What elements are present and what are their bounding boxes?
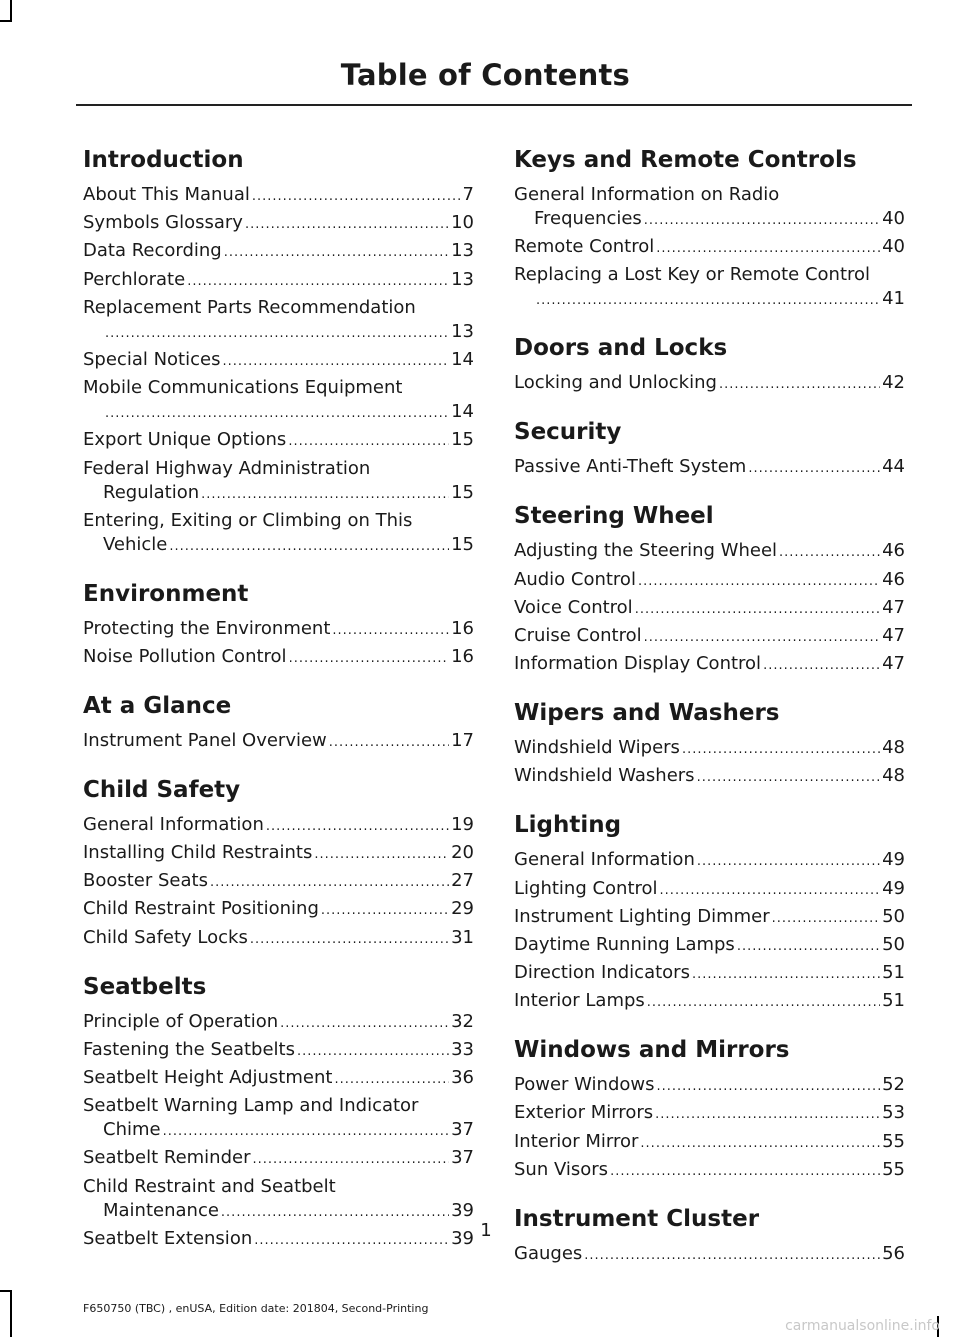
toc-entry[interactable] — [514, 1073, 905, 1099]
page-number: 1 — [480, 1220, 492, 1241]
dot-leader — [201, 483, 449, 507]
entry-title: Windshield Washers — [514, 765, 695, 787]
section-title: Introduction — [83, 147, 244, 173]
entry-title: General Information on Radio — [514, 184, 780, 205]
toc-entry[interactable] — [83, 1010, 474, 1036]
toc-section — [514, 145, 905, 313]
dot-leader — [329, 731, 449, 755]
toc-entry[interactable] — [83, 509, 474, 559]
toc-entry[interactable] — [514, 371, 905, 397]
dot-leader — [719, 373, 880, 397]
entry-page-number: 44 — [882, 456, 905, 478]
entry-page-number: 19 — [451, 813, 474, 835]
dot-leader — [644, 626, 880, 650]
dot-leader — [105, 402, 449, 426]
entry-title: Symbols Glossary — [83, 212, 243, 234]
header-rule — [76, 104, 912, 106]
section-title: Lighting — [514, 812, 622, 839]
section-title: Child Safety — [83, 776, 241, 803]
section-title: Wipers and Washers — [514, 700, 780, 727]
toc-entry[interactable] — [83, 1066, 474, 1092]
entry-title: Remote Control — [514, 236, 655, 258]
dot-leader — [210, 871, 449, 895]
entry-title: Seatbelt Warning Lamp and Indicator — [83, 1095, 419, 1117]
entry-title: Noise Pollution Control — [83, 645, 287, 667]
entry-page-number: 56 — [882, 1242, 905, 1264]
entry-title: Regulation — [103, 481, 200, 503]
toc-entry[interactable] — [514, 624, 905, 650]
entry-title: Direction Indicators — [514, 962, 690, 984]
entry-page-number: 50 — [882, 933, 905, 955]
toc-entry[interactable] — [514, 652, 905, 678]
entry-title: Special Notices — [83, 348, 221, 370]
entry-title: Principle of Operation — [83, 1010, 279, 1032]
section-title: At a Glance — [83, 692, 232, 719]
entry-title: Passive Anti-Theft System — [514, 456, 747, 478]
dot-leader — [224, 241, 449, 265]
dot-leader — [657, 1075, 881, 1099]
section-title: Instrument Cluster — [514, 1205, 760, 1232]
entry-page-number: 32 — [451, 1010, 474, 1032]
entry-page-number: 33 — [451, 1038, 474, 1060]
toc-section — [83, 775, 474, 952]
toc-entry[interactable] — [83, 729, 474, 755]
dot-leader — [297, 1040, 449, 1064]
entry-page-number: 40 — [882, 208, 905, 229]
watermark: carmanualsonline.info — [785, 1318, 940, 1334]
entry-title: Daytime Running Lamps — [514, 933, 735, 955]
entry-title: General Information — [514, 849, 695, 871]
entry-page-number: 15 — [451, 481, 474, 503]
dot-leader — [245, 213, 449, 237]
dot-leader — [610, 1160, 880, 1184]
toc-entry[interactable] — [514, 568, 905, 594]
toc-section — [514, 698, 905, 790]
entry-title: Seatbelt Extension — [83, 1227, 253, 1249]
toc-entry[interactable] — [514, 877, 905, 903]
entry-title: Locking and Unlocking — [514, 372, 717, 394]
section-title: Security — [514, 419, 622, 446]
toc-entry[interactable] — [514, 263, 905, 313]
toc-section — [514, 1035, 905, 1184]
entry-title: Child Restraint Positioning — [83, 898, 319, 920]
toc-entry[interactable] — [514, 596, 905, 622]
entry-page-number: 14 — [451, 348, 474, 370]
crop-mark — [10, 0, 12, 20]
dot-leader — [288, 430, 449, 454]
entry-title: Federal Highway Administration — [83, 457, 371, 479]
dot-leader — [332, 619, 449, 643]
dot-leader — [169, 535, 449, 559]
dot-leader — [692, 963, 880, 987]
entry-title: Maintenance — [103, 1199, 219, 1221]
entry-page-number: 29 — [451, 898, 474, 920]
toc-entry[interactable] — [83, 376, 474, 426]
toc-right-column — [514, 145, 905, 1288]
entry-title: Instrument Lighting Dimmer — [514, 905, 770, 927]
toc-entry[interactable] — [514, 961, 905, 987]
entry-page-number: 42 — [882, 372, 905, 394]
dot-leader — [334, 1068, 449, 1092]
entry-title: Voice Control — [514, 596, 633, 618]
entry-title: Replacement Parts Recommendation — [83, 296, 416, 318]
toc-entry[interactable] — [83, 841, 474, 867]
entry-page-number: 46 — [882, 540, 905, 562]
entry-title: Replacing a Lost Key or Remote Control — [514, 264, 871, 286]
entry-page-number: 47 — [882, 624, 905, 646]
entry-page-number: 17 — [451, 729, 474, 751]
dot-leader — [635, 598, 880, 622]
dot-leader — [697, 766, 881, 790]
dot-leader — [647, 991, 880, 1015]
entry-page-number: 41 — [882, 288, 905, 310]
entry-title: Exterior Mirrors — [514, 1102, 654, 1124]
entry-title: Sun Visors — [514, 1158, 609, 1180]
entry-title: Interior Lamps — [514, 990, 645, 1012]
section-title: Keys and Remote Controls — [514, 147, 857, 173]
toc-entry[interactable] — [514, 1158, 905, 1184]
toc-entry[interactable] — [514, 933, 905, 959]
entry-title: Chime — [103, 1119, 161, 1141]
toc-entry[interactable] — [83, 1094, 474, 1144]
entry-title: Protecting the Environment — [83, 617, 331, 639]
document-footer: F650750 (TBC) , enUSA, Edition date: 201804, Second-Printing — [83, 1302, 429, 1315]
toc-entry[interactable] — [514, 539, 905, 565]
entry-page-number: 52 — [882, 1074, 905, 1096]
entry-page-number: 47 — [882, 596, 905, 618]
entry-title: Vehicle — [103, 533, 168, 555]
toc-section — [514, 417, 905, 481]
entry-page-number: 36 — [451, 1067, 474, 1088]
dot-leader — [682, 738, 880, 762]
toc-entry[interactable] — [514, 183, 905, 233]
crop-mark — [0, 20, 12, 22]
dot-leader — [779, 541, 880, 565]
entry-title: Perchlorate — [83, 268, 186, 290]
toc-entry[interactable] — [514, 235, 905, 261]
entry-title: Instrument Panel Overview — [83, 729, 327, 751]
entry-title: Audio Control — [514, 568, 636, 590]
entry-page-number: 55 — [882, 1130, 905, 1152]
entry-title: Adjusting the Steering Wheel — [514, 540, 778, 562]
entry-title: General Information — [83, 813, 264, 835]
dot-leader — [252, 185, 461, 209]
entry-title: Cruise Control — [514, 624, 642, 646]
toc-section — [514, 810, 905, 1015]
dot-leader — [252, 1148, 449, 1172]
entry-title: Booster Seats — [83, 870, 208, 892]
section-title: Steering Wheel — [514, 503, 714, 530]
entry-page-number: 51 — [882, 990, 905, 1012]
entry-page-number: 39 — [451, 1199, 474, 1221]
crop-mark — [10, 1290, 12, 1337]
section-title: Doors and Locks — [514, 335, 728, 362]
entry-page-number: 50 — [882, 905, 905, 927]
entry-title: Mobile Communications Equipment — [83, 377, 403, 399]
dot-leader — [584, 1244, 880, 1268]
toc-entry[interactable] — [514, 989, 905, 1015]
dot-leader — [280, 1012, 449, 1036]
entry-page-number: 13 — [451, 240, 474, 262]
entry-page-number: 10 — [451, 212, 474, 234]
entry-page-number: 51 — [882, 962, 905, 984]
entry-title: Windshield Wipers — [514, 737, 680, 759]
entry-title: Lighting Control — [514, 877, 658, 899]
entry-page-number: 49 — [882, 849, 905, 871]
entry-page-number: 47 — [882, 653, 905, 675]
entry-title: Interior Mirror — [514, 1130, 639, 1152]
entry-page-number: 48 — [882, 765, 905, 787]
toc-section — [83, 691, 474, 755]
entry-title: Child Restraint and Seatbelt — [83, 1175, 336, 1197]
section-title: Seatbelts — [83, 973, 207, 1000]
entry-page-number: 14 — [451, 401, 474, 423]
toc-entry[interactable] — [514, 764, 905, 790]
entry-page-number: 16 — [451, 645, 474, 667]
page-title: Table of Contents — [340, 58, 630, 92]
dot-leader — [763, 654, 880, 678]
dot-leader — [105, 322, 449, 346]
entry-page-number: 53 — [882, 1102, 905, 1124]
dot-leader — [644, 209, 880, 233]
toc-entry[interactable] — [83, 617, 474, 643]
toc-entry[interactable] — [83, 869, 474, 895]
toc-entry[interactable] — [514, 848, 905, 874]
entry-page-number: 20 — [451, 842, 474, 864]
entry-page-number: 27 — [451, 870, 474, 892]
dot-leader — [536, 289, 880, 313]
dot-leader — [697, 850, 880, 874]
dot-leader — [187, 270, 449, 294]
toc-entry[interactable] — [514, 736, 905, 762]
entry-page-number: 16 — [451, 617, 474, 639]
dot-leader — [266, 815, 449, 839]
entry-page-number: 55 — [882, 1158, 905, 1180]
entry-title: Information Display Control — [514, 653, 762, 675]
toc-entry[interactable] — [514, 455, 905, 481]
toc-entry[interactable] — [83, 457, 474, 507]
entry-page-number: 49 — [882, 877, 905, 899]
entry-title: Gauges — [514, 1242, 583, 1264]
toc-section — [514, 501, 905, 678]
dot-leader — [321, 899, 449, 923]
entry-page-number: 31 — [451, 926, 474, 948]
entry-page-number: 39 — [451, 1227, 474, 1249]
entry-title: Data Recording — [83, 240, 222, 262]
toc-section — [83, 972, 474, 1253]
toc-entry[interactable] — [514, 1242, 905, 1268]
toc-left-column — [83, 145, 474, 1273]
toc-entry[interactable] — [514, 1101, 905, 1127]
toc-entry[interactable] — [83, 428, 474, 454]
dot-leader — [640, 1132, 880, 1156]
dot-leader — [737, 935, 880, 959]
dot-leader — [250, 928, 449, 952]
entry-title: Installing Child Restraints — [83, 842, 313, 864]
entry-page-number: 46 — [882, 568, 905, 590]
toc-entry[interactable] — [514, 905, 905, 931]
section-title: Environment — [83, 580, 249, 607]
toc-entry[interactable] — [83, 813, 474, 839]
dot-leader — [655, 1103, 880, 1127]
toc-entry[interactable] — [83, 268, 474, 294]
entry-title: Fastening the Seatbelts — [83, 1038, 295, 1060]
dot-leader — [656, 237, 880, 261]
entry-title: Export Unique Options — [83, 429, 287, 451]
entry-page-number: 37 — [451, 1147, 474, 1169]
toc-section — [514, 333, 905, 397]
entry-title: Power Windows — [514, 1074, 655, 1096]
toc-entry[interactable] — [83, 296, 474, 346]
entry-title: Seatbelt Reminder — [83, 1147, 251, 1169]
entry-page-number: 48 — [882, 737, 905, 759]
dot-leader — [163, 1120, 450, 1144]
entry-page-number: 13 — [451, 268, 474, 290]
toc-entry[interactable] — [83, 1175, 474, 1225]
toc-entry[interactable] — [83, 897, 474, 923]
toc-entry[interactable] — [83, 348, 474, 374]
entry-page-number: 7 — [462, 184, 474, 205]
toc-entry[interactable] — [83, 1146, 474, 1172]
toc-entry[interactable] — [514, 1130, 905, 1156]
dot-leader — [314, 843, 449, 867]
entry-page-number: 13 — [451, 320, 474, 342]
entry-title: About This Manual — [83, 184, 250, 205]
dot-leader — [772, 907, 880, 931]
toc-entry[interactable] — [83, 239, 474, 265]
toc-section — [83, 579, 474, 671]
entry-title: Seatbelt Height Adjustment — [83, 1067, 333, 1088]
entry-title: Entering, Exiting or Climbing on This — [83, 509, 413, 531]
toc-entry[interactable] — [83, 926, 474, 952]
entry-page-number: 37 — [451, 1119, 474, 1141]
entry-title: Frequencies — [534, 208, 642, 229]
crop-mark — [0, 1290, 12, 1292]
toc-section — [83, 145, 474, 559]
section-title: Windows and Mirrors — [514, 1037, 790, 1064]
dot-leader — [660, 879, 881, 903]
dot-leader — [638, 570, 880, 594]
entry-page-number: 15 — [451, 533, 474, 555]
toc-entry[interactable] — [83, 645, 474, 671]
entry-page-number: 15 — [451, 429, 474, 451]
dot-leader — [289, 647, 450, 671]
entry-title: Child Safety Locks — [83, 926, 248, 948]
entry-page-number: 40 — [882, 236, 905, 258]
toc-entry[interactable] — [83, 211, 474, 237]
dot-leader — [748, 457, 880, 481]
toc-entry[interactable] — [83, 1038, 474, 1064]
toc-entry[interactable] — [83, 183, 474, 209]
dot-leader — [222, 350, 449, 374]
